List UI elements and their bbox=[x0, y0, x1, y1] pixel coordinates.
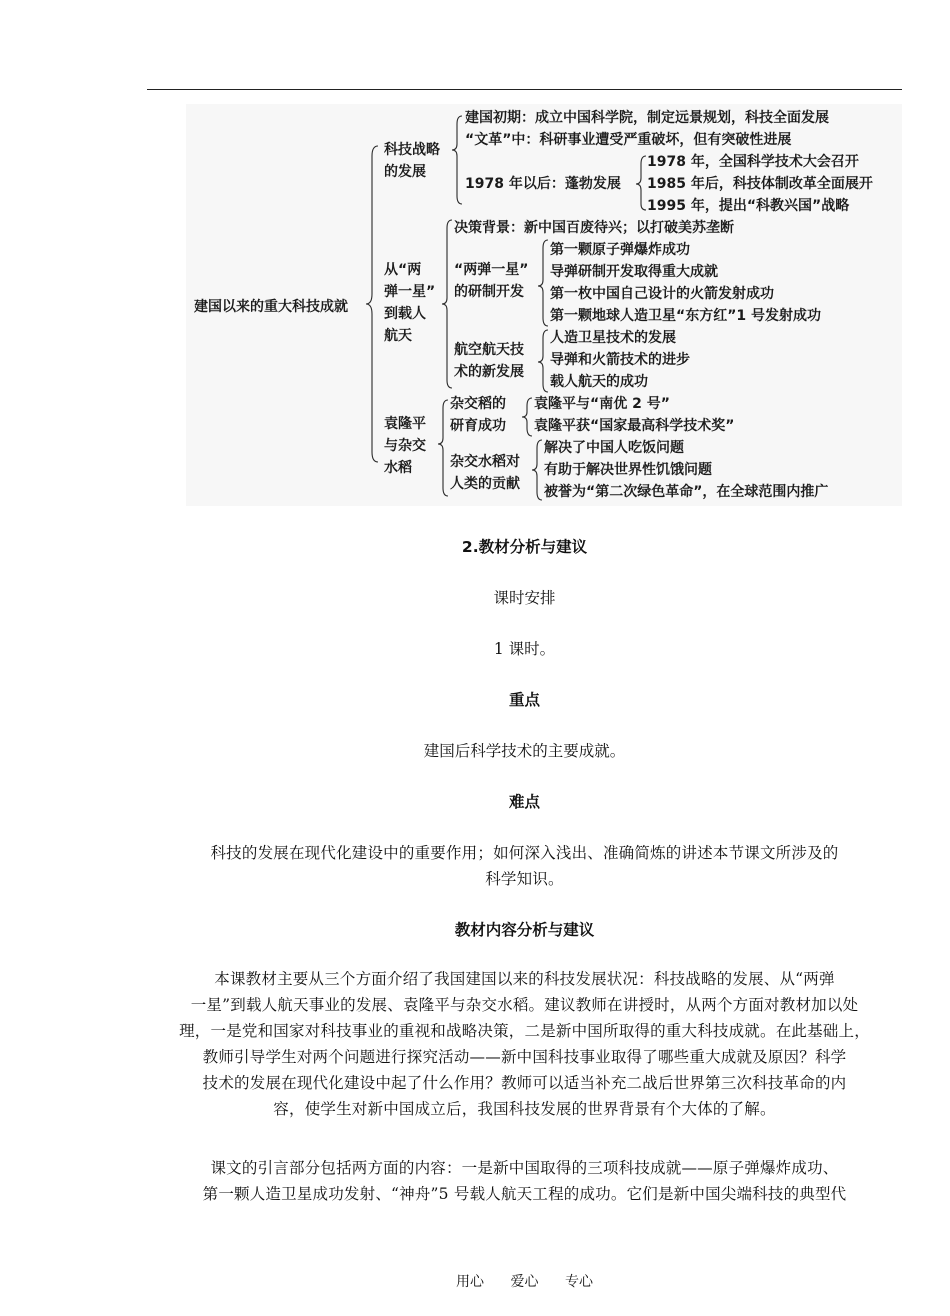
analysis-line-5: 技术的发展在现代化建设中起了什么作用？教师可以适当补充二战后世界第三次科技革命的内 bbox=[202, 1074, 847, 1092]
b1-item-early: 建国初期：成立中国科学院，制定远景规划，科技全面发展 bbox=[465, 110, 829, 126]
b2-s2-label-2: 术的新发展 bbox=[454, 364, 524, 380]
b3-s1-item-2: 袁隆平获“国家最高科学技术奖” bbox=[534, 418, 735, 434]
b2-s1-item-1: 第一颗原子弹爆炸成功 bbox=[550, 242, 690, 258]
schedule-heading: 课时安排 bbox=[493, 589, 556, 607]
difficulty-heading: 难点 bbox=[508, 793, 540, 811]
analysis-line-3: 理，一是党和国家对科技事业的重视和战略决策，二是新中国所取得的重大科技成就。在此基础上， bbox=[179, 1022, 870, 1040]
b3-s2-item-3: 被誉为“第二次绿色革命”，在全球范围内推广 bbox=[544, 484, 829, 500]
b2-background: 决策背景：新中国百废待兴；以打破美苏垄断 bbox=[454, 220, 734, 236]
section-title: 2.教材分析与建议 bbox=[461, 538, 588, 556]
analysis-line-4: 教师引导学生对两个问题进行探究活动——新中国科技事业取得了哪些重大成就及原因？科学 bbox=[202, 1048, 847, 1066]
analysis-line-1: 本课教材主要从三个方面介绍了我国建国以来的科技发展状况：科技战略的发展、从“两弹 bbox=[214, 970, 835, 988]
b2-label-1: 从“两 bbox=[384, 262, 422, 278]
intro-line-2: 第一颗人造卫星成功发射、“神舟”5 号载人航天工程的成功。它们是新中国尖端科技的典型代 bbox=[202, 1185, 847, 1203]
b2-s2-item-1: 人造卫星技术的发展 bbox=[550, 330, 676, 346]
difficulty-line-2: 科学知识。 bbox=[485, 870, 564, 888]
b2-label-2: 弹一星” bbox=[384, 284, 436, 300]
analysis-line-2: 一星”到载人航天事业的发展、袁隆平与杂交水稻。建议教师在讲授时，从两个方面对教材加以处 bbox=[190, 996, 859, 1014]
knowledge-tree-diagram bbox=[186, 104, 902, 506]
key-text: 建国后科学技术的主要成就。 bbox=[423, 742, 626, 760]
b3-s2-item-2: 有助于解决世界性饥饿问题 bbox=[544, 462, 712, 478]
analysis-heading: 教材内容分析与建议 bbox=[454, 921, 595, 939]
diagram-root: 建国以来的重大科技成就 bbox=[194, 299, 348, 315]
b1-label-1: 科技战略 bbox=[384, 142, 440, 158]
b1-item-1978-label: 1978 年以后：蓬勃发展 bbox=[465, 176, 621, 192]
b1-sub-item-3: 1995 年，提出“科教兴国”战略 bbox=[647, 198, 850, 214]
b2-label-4: 航天 bbox=[384, 328, 412, 344]
difficulty-line-1: 科技的发展在现代化建设中的重要作用；如何深入浅出、准确简炼的讲述本节课文所涉及的 bbox=[210, 844, 839, 862]
b3-s1-label-2: 研育成功 bbox=[450, 418, 506, 434]
analysis-line-6: 容，使学生对新中国成立后，我国科技发展的世界背景有个大体的了解。 bbox=[273, 1100, 776, 1118]
b2-label-3: 到载人 bbox=[384, 306, 426, 322]
b1-item-wenge: “文革”中：科研事业遭受严重破坏，但有突破性进展 bbox=[465, 132, 792, 148]
b2-s2-item-3: 载人航天的成功 bbox=[550, 374, 648, 390]
header-rule bbox=[147, 89, 902, 90]
b3-s2-label-2: 人类的贡献 bbox=[450, 476, 520, 492]
b3-label-3: 水稻 bbox=[384, 460, 412, 476]
page-footer: 用心 爱心 专心 bbox=[456, 1274, 593, 1290]
b2-s1-item-3: 第一枚中国自己设计的火箭发射成功 bbox=[550, 286, 774, 302]
b3-s1-item-1: 袁隆平与“南优 2 号” bbox=[534, 396, 670, 412]
b3-s1-label-1: 杂交稻的 bbox=[450, 396, 506, 412]
b2-s1-item-2: 导弹研制开发取得重大成就 bbox=[550, 264, 718, 280]
b3-label-2: 与杂交 bbox=[384, 438, 426, 454]
key-heading: 重点 bbox=[508, 691, 540, 709]
b2-s1-item-4: 第一颗地球人造卫星“东方红”1 号发射成功 bbox=[550, 308, 822, 324]
schedule-text: 1 课时。 bbox=[493, 640, 556, 658]
b3-label-1: 袁隆平 bbox=[384, 416, 426, 432]
b3-s2-item-1: 解决了中国人吃饭问题 bbox=[544, 440, 684, 456]
intro-line-1: 课文的引言部分包括两方面的内容：一是新中国取得的三项科技成就——原子弹爆炸成功、 bbox=[210, 1159, 839, 1177]
b2-s1-label-1: “两弹一星” bbox=[454, 262, 529, 278]
b1-sub-item-1: 1978 年，全国科学技术大会召开 bbox=[647, 154, 859, 170]
b2-s1-label-2: 的研制开发 bbox=[454, 284, 524, 300]
b1-label-2: 的发展 bbox=[384, 164, 426, 180]
b2-s2-item-2: 导弹和火箭技术的进步 bbox=[550, 352, 690, 368]
b2-s2-label-1: 航空航天技 bbox=[454, 342, 524, 358]
b3-s2-label-1: 杂交水稻对 bbox=[450, 454, 520, 470]
b1-sub-item-2: 1985 年后，科技体制改革全面展开 bbox=[647, 176, 873, 192]
